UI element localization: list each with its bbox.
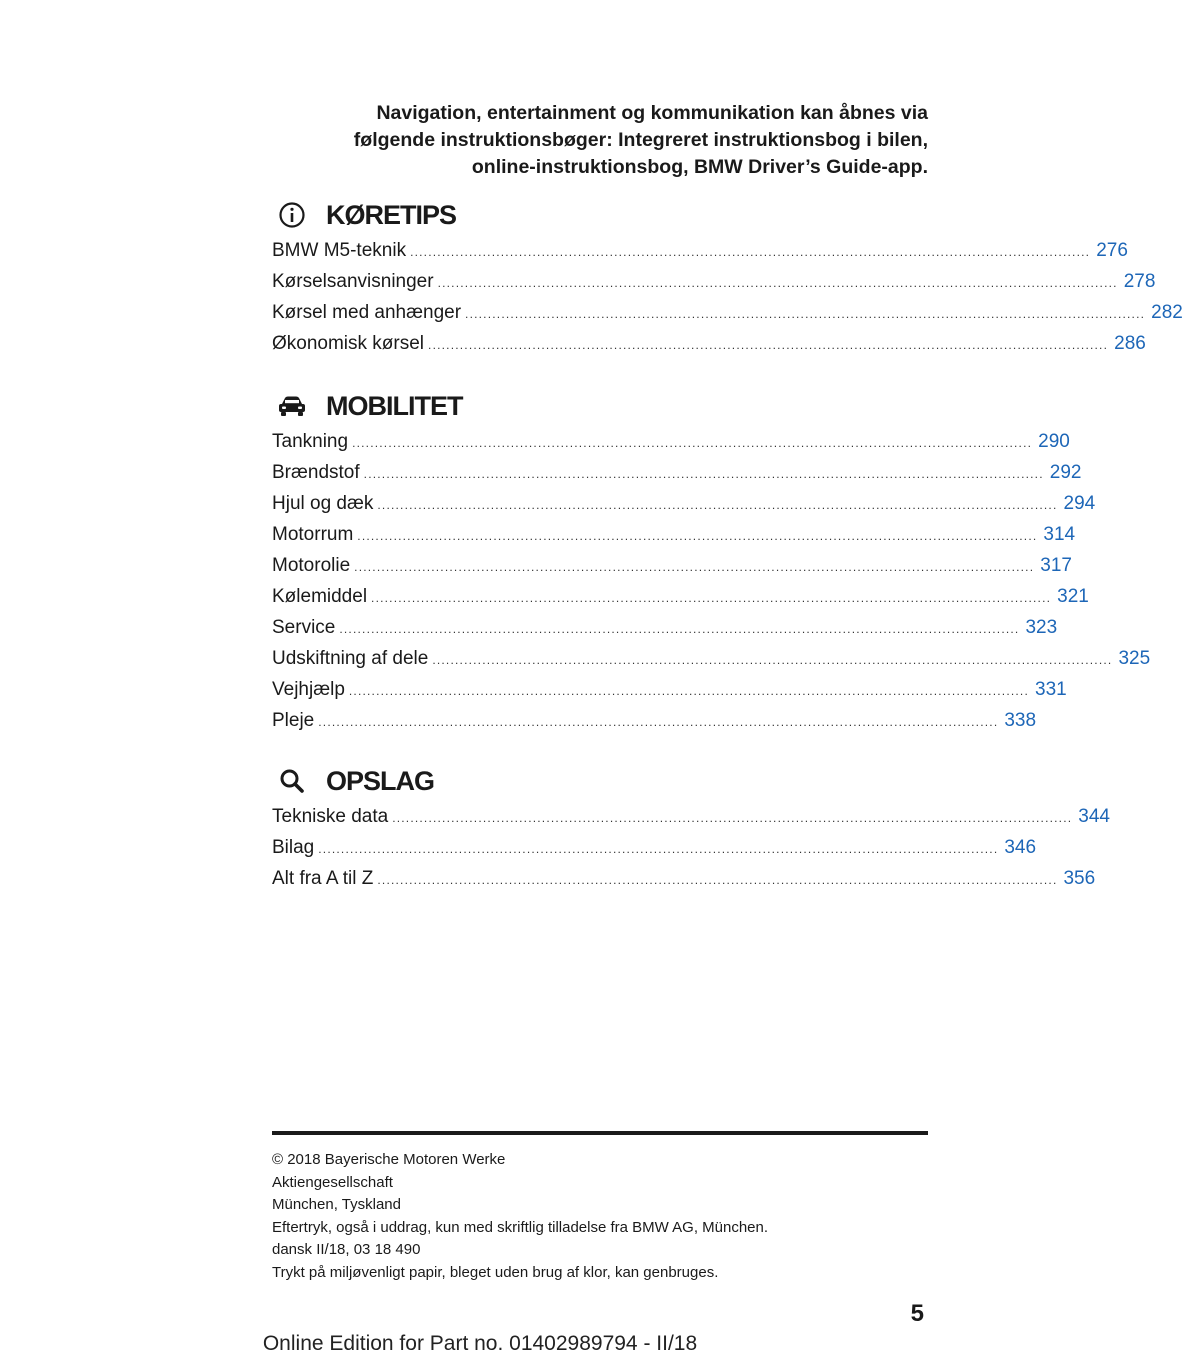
section-koeretips [272,198,1183,364]
toc-leader-dots: ...................................................................................................................................................... [465,307,1146,321]
toc-page-link[interactable]: 321 [1057,586,1089,607]
toc-leader-dots: ...................................................................................................................................................... [318,715,999,729]
toc-entry-label: Motorrum [272,524,354,545]
toc-entry-label: Hjul og dæk [272,493,374,514]
toc-leader-dots: ...................................................................................................................................................... [318,842,999,856]
toc-entry[interactable] [272,586,1089,617]
toc-entry[interactable] [272,648,1151,679]
toc-entry[interactable] [272,462,1082,493]
intro-line: online-instruktionsbog, BMW Driver’s Guide-app. [471,156,928,178]
toc-entry-label: Kørsel med anhænger [272,302,462,323]
toc-entry-label: BMW M5-teknik [272,240,407,261]
toc-page-link[interactable]: 278 [1123,271,1156,292]
legal-line: Trykt på miljøvenligt papir, bleget uden brug af klor, kan genbruges. [272,1263,719,1281]
toc-entry-label: Økonomisk kørsel [272,333,425,354]
info-icon [272,198,312,232]
toc-entry[interactable] [272,431,1070,462]
toc-leader-dots: ...................................................................................................................................................... [371,591,1052,605]
section-title: OPSLAG [326,765,435,796]
toc-page-link[interactable]: 356 [1063,868,1096,889]
toc-leader-dots: ...................................................................................................................................................... [410,245,1091,259]
toc-leader-dots: ...................................................................................................................................................... [428,338,1109,352]
toc-leader-dots: ...................................................................................................................................................... [392,811,1073,825]
toc-leader-dots: ...................................................................................................................................................... [357,529,1038,543]
intro-line: Navigation, entertainment og kommunikation kan åbnes via [376,102,928,124]
toc-entry[interactable] [272,868,1096,899]
toc-entry[interactable] [272,302,1183,333]
section-opslag [272,764,1110,899]
toc-entry-label: Brændstof [272,462,360,483]
legal-line: © 2018 Bayerische Motoren Werke [272,1151,506,1168]
toc-page-link[interactable]: 276 [1096,240,1128,261]
toc-entry-label: Kølemiddel [272,586,368,607]
toc-leader-dots: ...................................................................................................................................................... [377,498,1058,512]
toc-entry-label: Tekniske data [272,806,389,827]
toc-page-link[interactable]: 314 [1043,524,1076,545]
toc-entry[interactable] [272,837,1037,868]
car-icon [272,389,312,423]
toc-entry[interactable] [272,333,1146,364]
toc-leader-dots: ...................................................................................................................................................... [363,467,1044,481]
toc-leader-dots: ...................................................................................................................................................... [339,622,1020,636]
toc-page-link[interactable]: 346 [1004,837,1037,858]
footer-edition: Online Edition for Part no. 01402989794 - II/18 [262,1332,698,1355]
toc-entry-label: Tankning [272,431,349,452]
toc-entry-label: Kørselsanvisninger [272,271,434,292]
toc-page-link[interactable]: 344 [1078,806,1110,827]
toc-page-link[interactable]: 290 [1038,431,1070,452]
divider [272,1131,928,1135]
intro-line: følgende instruktionsbøger: Integreret instruktionsbog i bilen, [353,129,928,151]
toc-leader-dots: ...................................................................................................................................................... [354,560,1035,574]
toc-entry[interactable] [272,555,1072,586]
toc-entry[interactable] [272,524,1076,555]
legal-line: München, Tyskland [272,1196,401,1214]
toc-page-link[interactable]: 317 [1040,555,1072,576]
legal-line: Aktiengesellschaft [272,1173,393,1191]
toc-entry-label: Motorolie [272,555,351,576]
toc-page-link[interactable]: 323 [1025,617,1058,638]
toc-leader-dots: ...................................................................................................................................................... [377,873,1058,887]
toc-page-link[interactable]: 331 [1035,679,1067,700]
legal-line: Eftertryk, også i uddrag, kun med skriftlig tilladelse fra BMW AG, München. [272,1218,769,1236]
toc-entry-label: Udskiftning af dele [272,648,429,669]
toc-leader-dots: ...................................................................................................................................................... [348,684,1029,698]
toc-entry[interactable] [272,240,1128,271]
toc-page-link[interactable]: 338 [1004,710,1037,731]
section-title: KØRETIPS [326,199,457,230]
section-title: MOBILITET [326,390,463,421]
toc-entry[interactable] [272,806,1110,837]
toc-entry-label: Bilag [272,837,315,858]
section-header [272,764,928,798]
toc-entry[interactable] [272,710,1037,741]
toc-entry[interactable] [272,271,1156,302]
toc-entry-label: Alt fra A til Z [272,868,374,889]
section-mobilitet [272,389,1151,741]
toc-leader-dots: ...................................................................................................................................................... [352,436,1033,450]
toc-page-link[interactable]: 282 [1151,302,1183,323]
toc-leader-dots: ...................................................................................................................................................... [432,653,1113,667]
toc-entry[interactable] [272,679,1067,710]
toc-page-link[interactable]: 294 [1063,493,1096,514]
legal-line: dansk II/18, 03 18 490 [272,1241,421,1259]
search-icon [272,764,312,798]
toc-page-link[interactable]: 292 [1049,462,1082,483]
page-number: 5 [910,1300,924,1327]
toc-page-link[interactable]: 325 [1118,648,1151,669]
toc-page-link[interactable]: 286 [1114,333,1146,354]
toc-entry-label: Vejhjælp [272,679,345,700]
toc-entry-label: Service [272,617,336,638]
intro-text [300,100,928,181]
legal-notice [272,1149,928,1285]
section-header [272,389,928,423]
toc-entry-label: Pleje [272,710,315,731]
toc-entry[interactable] [272,617,1058,648]
section-header [272,198,928,232]
toc-entry[interactable] [272,493,1096,524]
toc-leader-dots: ...................................................................................................................................................... [437,276,1118,290]
